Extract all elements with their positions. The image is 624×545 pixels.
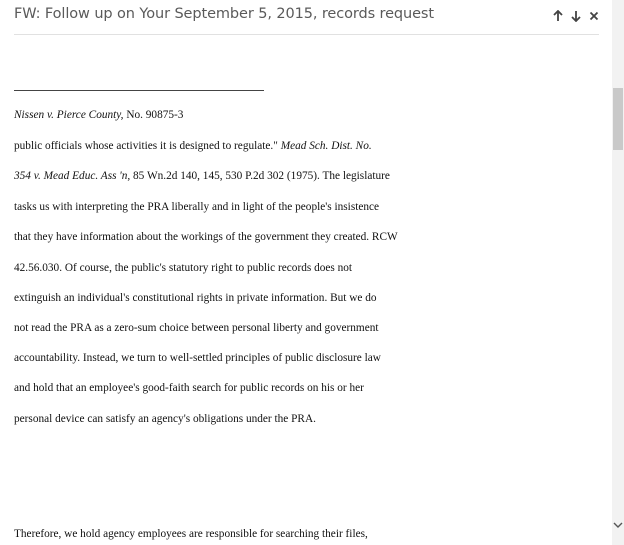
body-line-last: Therefore, we hold agency employees are responsible for searching their files,: [14, 528, 368, 540]
footnote-rule: [14, 90, 264, 91]
body-line: 42.56.030. Of course, the public's statutory right to public records does not: [14, 262, 353, 274]
case-number: No. 90875-3: [123, 109, 184, 121]
body-line: personal device can satisfy an agency's obligations under the PRA.: [14, 413, 316, 425]
body-line: not read the PRA as a zero-sum choice between personal liberty and government: [14, 322, 379, 334]
arrow-down-icon[interactable]: [570, 7, 582, 25]
scrollbar-thumb[interactable]: [613, 88, 623, 150]
body-line: public officials whose activities it is designed to regulate." Mead Sch. Dist. No.: [14, 140, 372, 152]
arrow-up-icon[interactable]: [552, 7, 564, 25]
case-name: Nissen v. Pierce County,: [14, 109, 124, 121]
scroll-down-icon[interactable]: [612, 518, 624, 532]
body-line: and hold that an employee's good-faith search for public records on his or her: [14, 382, 364, 394]
message-subject: FW: Follow up on Your September 5, 2015, records request: [14, 6, 434, 22]
body-line: extinguish an individual's constitutional rights in private information. But we do: [14, 292, 377, 304]
close-icon[interactable]: [588, 7, 600, 25]
vertical-scrollbar[interactable]: [612, 0, 624, 545]
case-reference: [14, 109, 183, 121]
body-line: tasks us with interpreting the PRA liberally and in light of the people's insistence: [14, 201, 380, 213]
body-line: accountability. Instead, we turn to well-settled principles of public disclosure law: [14, 352, 381, 364]
message-body: [14, 35, 604, 545]
body-line: that they have information about the workings of the government they created. RCW: [14, 231, 398, 243]
body-line: 354 v. Mead Educ. Ass 'n, 85 Wn.2d 140, 145, 530 P.2d 302 (1975). The legislature: [14, 170, 390, 182]
header-actions: [552, 7, 600, 25]
message-header: [0, 0, 612, 34]
